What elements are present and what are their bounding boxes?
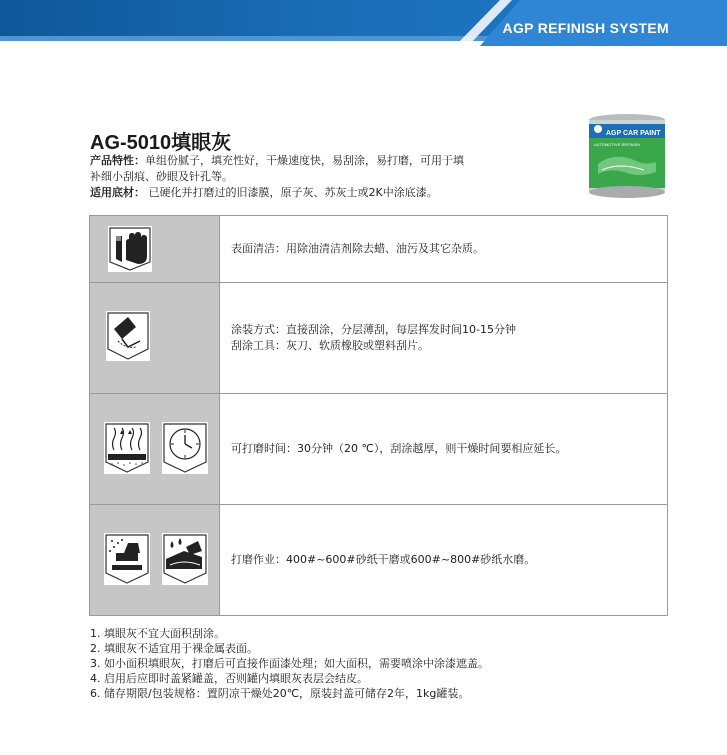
product-description <box>90 153 510 201</box>
step-text-cell <box>220 216 668 283</box>
step-text-line: 刮涂工具：灰刀、软质橡胶或塑料刮片。 <box>231 339 429 352</box>
wet-sanding-icon <box>162 533 208 585</box>
note-item: 1. 填眼灰不宜大面积刮涂。 <box>90 627 225 640</box>
header-band <box>0 0 727 46</box>
step-icon-cell <box>90 283 220 394</box>
brand-name: AGP REFINISH SYSTEM <box>502 20 669 36</box>
note-item: 3. 如小面积填眼灰，打磨后可直接作面漆处理；如大面积，需要喷涂中涂漆遮盖。 <box>90 657 489 670</box>
process-table <box>89 215 668 616</box>
step-row-cleaning <box>90 216 668 283</box>
step-icon-cell <box>90 216 220 283</box>
substrate-line <box>90 185 510 201</box>
step-text-line: 打磨作业：400#~600#砂纸干磨或600#~800#砂纸水磨。 <box>231 553 536 566</box>
substrate-text: 已硬化并打磨过的旧漆膜，原子灰、苏灰士或2K中涂底漆。 <box>145 186 438 199</box>
notes-list <box>90 626 489 701</box>
note-item: 6. 储存期限/包装规格：置阴凉干燥处20℃，原装封盖可储存2年，1kg罐装。 <box>90 687 470 700</box>
paint-can-image <box>584 112 670 200</box>
features-line-1 <box>90 153 510 169</box>
step-text-line: 表面清洁：用除油清洁剂除去蜡、油污及其它杂质。 <box>231 242 484 255</box>
step-icon-cell <box>90 394 220 505</box>
step-text-cell <box>220 394 668 505</box>
step-row-application <box>90 283 668 394</box>
features-label: 产品特性： <box>90 154 145 167</box>
spatula-scrape-icon <box>106 311 150 361</box>
can-brand-text: AGP CAR PAINT <box>606 130 661 137</box>
features-line-2: 补细小刮痕、砂眼及针孔等。 <box>90 170 233 183</box>
note-item: 2. 填眼灰不适宜用于裸金属表面。 <box>90 642 258 655</box>
step-text-line: 可打磨时间：30分钟（20 ℃），刮涂越厚，则干燥时间要相应延长。 <box>231 442 567 455</box>
note-item: 4. 启用后应即时盖紧罐盖，否则罐内填眼灰表层会结皮。 <box>90 672 368 685</box>
cleaning-hand-icon <box>108 226 152 272</box>
step-text-cell <box>220 283 668 394</box>
step-row-drying <box>90 394 668 505</box>
step-text-line: 涂装方式：直接刮涂，分层薄刮，每层挥发时间10-15分钟 <box>231 323 516 336</box>
step-icon-cell <box>90 505 220 616</box>
dry-sanding-icon <box>104 533 150 585</box>
product-title: AG-5010填眼灰 <box>90 132 232 154</box>
features-text: 单组份腻子，填充性好，干燥速度快，易刮涂，易打磨，可用于填 <box>145 154 464 167</box>
step-text-cell <box>220 505 668 616</box>
can-sub-text: AUTOMOTIVE REFINISH <box>594 142 641 147</box>
clock-icon <box>162 422 208 474</box>
evaporation-icon <box>104 422 150 474</box>
substrate-label: 适用底材： <box>90 186 145 199</box>
step-row-sanding <box>90 505 668 616</box>
